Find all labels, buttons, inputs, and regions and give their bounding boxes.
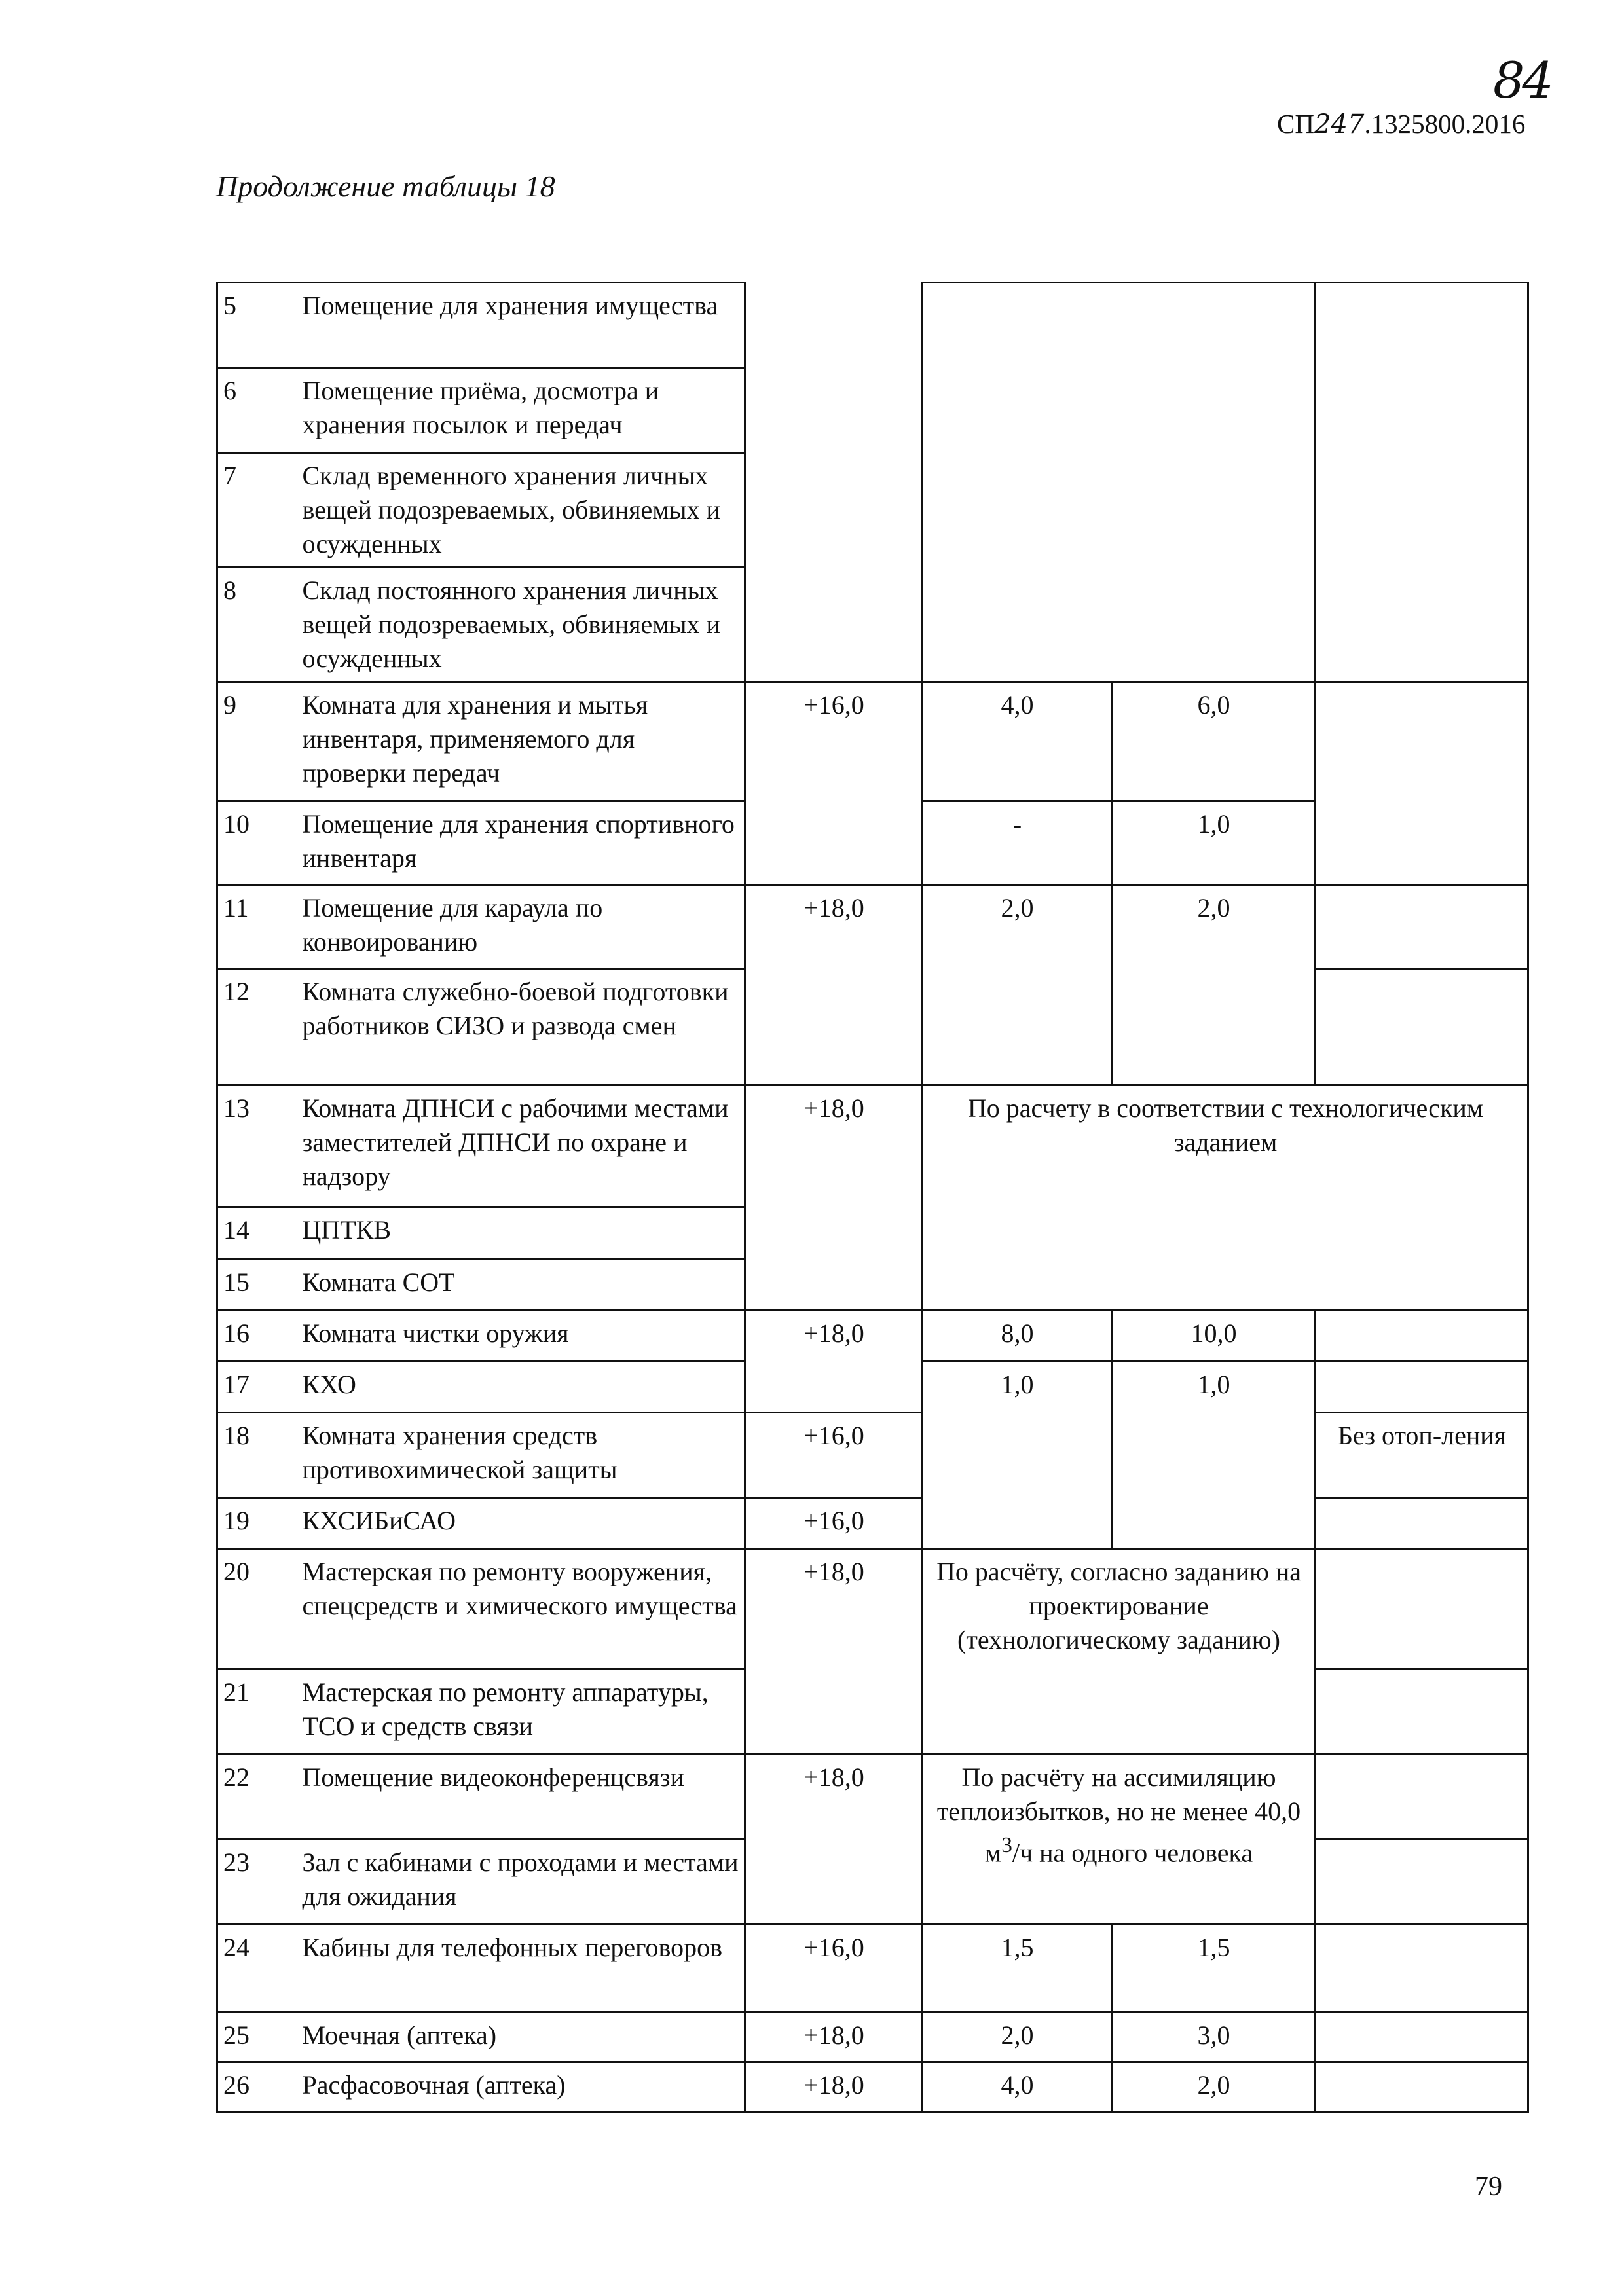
room-name: КХСИБиСАО bbox=[297, 1498, 745, 1549]
room-name: Зал с кабинами с проходами и местами для ожидания bbox=[297, 1840, 745, 1925]
table-row bbox=[217, 1755, 1528, 1840]
row-number: 20 bbox=[217, 1549, 297, 1669]
note-cell bbox=[1315, 1311, 1528, 1362]
note-cell bbox=[1315, 969, 1528, 1085]
row-number: 23 bbox=[217, 1840, 297, 1925]
room-name: Помещение приёма, досмотра и хранения посылок и передач bbox=[297, 368, 745, 453]
temperature-cell: +18,0 bbox=[745, 1549, 922, 1755]
empty-values-block bbox=[922, 283, 1315, 682]
page-number: 79 bbox=[1475, 2172, 1502, 2202]
calculation-note-cell: По расчету в соответствии с технологическим заданием bbox=[922, 1085, 1528, 1311]
table-row bbox=[217, 1498, 1528, 1549]
value-2-cell: 10,0 bbox=[1112, 1311, 1315, 1362]
value-2-cell: 2,0 bbox=[1112, 885, 1315, 1085]
note-cell bbox=[1315, 1549, 1528, 1669]
value-1-cell: 2,0 bbox=[922, 885, 1112, 1085]
table-caption: Продолжение таблицы 18 bbox=[216, 170, 555, 203]
column-gap bbox=[745, 283, 922, 368]
row-number: 7 bbox=[217, 453, 297, 568]
row-number: 11 bbox=[217, 885, 297, 969]
row-number: 9 bbox=[217, 682, 297, 801]
value-2-cell: 1,0 bbox=[1112, 801, 1315, 885]
row-number: 24 bbox=[217, 1925, 297, 2013]
doc-code-prefix: СП bbox=[1277, 109, 1314, 139]
room-name: Комната ДПНСИ с рабочими местами заместителей ДПНСИ по охране и надзору bbox=[297, 1085, 745, 1207]
row-number: 21 bbox=[217, 1669, 297, 1755]
note-cell bbox=[1315, 885, 1528, 969]
note-cell bbox=[1315, 1840, 1528, 1925]
temperature-cell: +18,0 bbox=[745, 2062, 922, 2112]
empty-note-block bbox=[1315, 283, 1528, 682]
note-cell bbox=[1315, 1362, 1528, 1413]
doc-code-handwritten: 247 bbox=[1314, 109, 1365, 139]
value-1-cell: 4,0 bbox=[922, 2062, 1112, 2112]
table-row bbox=[217, 1925, 1528, 2013]
room-name: Расфасовочная (аптека) bbox=[297, 2062, 745, 2112]
note-cell bbox=[1315, 682, 1528, 885]
row-number: 26 bbox=[217, 2062, 297, 2112]
room-name: Комната служебно-боевой подготовки работников СИЗО и развода смен bbox=[297, 969, 745, 1085]
note-cell bbox=[1315, 1498, 1528, 1549]
room-name: КХО bbox=[297, 1362, 745, 1413]
row-number: 19 bbox=[217, 1498, 297, 1549]
row-number: 6 bbox=[217, 368, 297, 453]
row-number: 10 bbox=[217, 801, 297, 885]
room-name: ЦПТКВ bbox=[297, 1207, 745, 1260]
value-2-cell: 3,0 bbox=[1112, 2013, 1315, 2062]
table-row bbox=[217, 1085, 1528, 1207]
temperature-cell: +16,0 bbox=[745, 1498, 922, 1549]
room-name: Моечная (аптека) bbox=[297, 2013, 745, 2062]
handwritten-sheet-number: 84 bbox=[1493, 51, 1551, 109]
table-row bbox=[217, 283, 1528, 368]
room-name: Комната СОТ bbox=[297, 1260, 745, 1311]
value-1-cell: - bbox=[922, 801, 1112, 885]
temperature-cell: +18,0 bbox=[745, 1755, 922, 1925]
table-row bbox=[217, 2062, 1528, 2112]
room-name: Помещение для хранения спортивного инвентаря bbox=[297, 801, 745, 885]
table-row bbox=[217, 2013, 1528, 2062]
temperature-cell: +18,0 bbox=[745, 2013, 922, 2062]
table-row bbox=[217, 682, 1528, 801]
value-2-cell: 6,0 bbox=[1112, 682, 1315, 801]
note-cell bbox=[1315, 1755, 1528, 1840]
room-name: Склад временного хранения личных вещей подозреваемых, обвиняемых и осужденных bbox=[297, 453, 745, 568]
cubic-superscript: 3 bbox=[1001, 1833, 1012, 1857]
room-name: Комната чистки оружия bbox=[297, 1311, 745, 1362]
row-number: 22 bbox=[217, 1755, 297, 1840]
note-cell bbox=[1315, 2062, 1528, 2112]
value-1-cell: 4,0 bbox=[922, 682, 1112, 801]
room-name: Комната для хранения и мытья инвентаря, применяемого для проверки передач bbox=[297, 682, 745, 801]
row-number: 18 bbox=[217, 1413, 297, 1498]
value-2-cell: 1,0 bbox=[1112, 1362, 1315, 1549]
row-number: 17 bbox=[217, 1362, 297, 1413]
value-1-cell: 1,5 bbox=[922, 1925, 1112, 2013]
column-gap bbox=[745, 568, 922, 682]
row-number: 13 bbox=[217, 1085, 297, 1207]
column-gap bbox=[745, 368, 922, 453]
table-row bbox=[217, 1311, 1528, 1362]
table-row bbox=[217, 1413, 1528, 1498]
temperature-cell: +18,0 bbox=[745, 885, 922, 1085]
room-name: Помещение видеоконференцсвязи bbox=[297, 1755, 745, 1840]
temperature-cell: +16,0 bbox=[745, 1925, 922, 2013]
ventilation-table bbox=[216, 282, 1529, 2113]
room-name: Склад постоянного хранения личных вещей подозреваемых, обвиняемых и осужденных bbox=[297, 568, 745, 682]
room-name: Помещение для хранения имущества bbox=[297, 283, 745, 368]
value-1-cell: 1,0 bbox=[922, 1362, 1112, 1549]
value-1-cell: 2,0 bbox=[922, 2013, 1112, 2062]
value-2-cell: 1,5 bbox=[1112, 1925, 1315, 2013]
assimilation-note-cell bbox=[922, 1755, 1315, 1925]
temperature-cell: +18,0 bbox=[745, 1085, 922, 1311]
assimilation-text: По расчёту на ассимиляцию теплоизбытков, но не менее 40,0 м bbox=[936, 1762, 1301, 1868]
row-number: 12 bbox=[217, 969, 297, 1085]
row-number: 8 bbox=[217, 568, 297, 682]
room-name: Комната хранения средств противохимической защиты bbox=[297, 1413, 745, 1498]
note-cell bbox=[1315, 2013, 1528, 2062]
doc-code-rest: .1325800.2016 bbox=[1364, 109, 1526, 139]
room-name: Кабины для телефонных переговоров bbox=[297, 1925, 745, 2013]
row-number: 14 bbox=[217, 1207, 297, 1260]
temperature-cell: +16,0 bbox=[745, 682, 922, 885]
room-name: Мастерская по ремонту аппаратуры, ТСО и средств связи bbox=[297, 1669, 745, 1755]
note-cell bbox=[1315, 1669, 1528, 1755]
note-cell bbox=[1315, 1925, 1528, 2013]
row-number: 15 bbox=[217, 1260, 297, 1311]
table-row bbox=[217, 885, 1528, 969]
assimilation-text-end: /ч на одного человека bbox=[1012, 1838, 1253, 1868]
note-cell: Без отоп-ления bbox=[1315, 1413, 1528, 1498]
column-gap bbox=[745, 453, 922, 568]
calculation-note-cell: По расчёту, согласно заданию на проектирование (технологическому заданию) bbox=[922, 1549, 1315, 1755]
temperature-cell: +16,0 bbox=[745, 1413, 922, 1498]
value-1-cell: 8,0 bbox=[922, 1311, 1112, 1362]
row-number: 5 bbox=[217, 283, 297, 368]
room-name: Помещение для караула по конвоированию bbox=[297, 885, 745, 969]
value-2-cell: 2,0 bbox=[1112, 2062, 1315, 2112]
row-number: 16 bbox=[217, 1311, 297, 1362]
temperature-cell: +18,0 bbox=[745, 1311, 922, 1413]
room-name: Мастерская по ремонту вооружения, спецсредств и химического имущества bbox=[297, 1549, 745, 1669]
table-row bbox=[217, 1549, 1528, 1669]
row-number: 25 bbox=[217, 2013, 297, 2062]
document-code bbox=[1277, 108, 1525, 139]
